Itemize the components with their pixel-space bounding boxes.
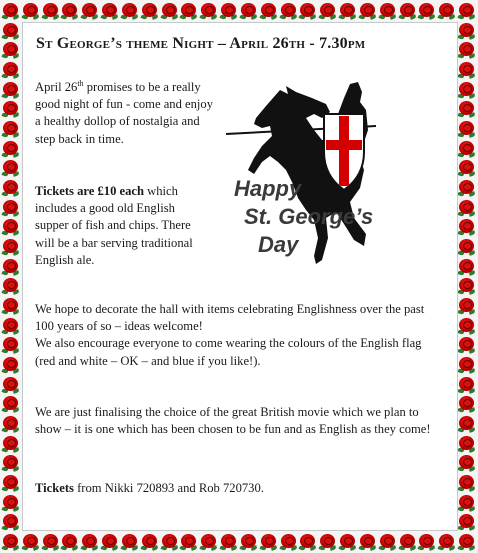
intro-date-suffix: th — [77, 78, 84, 88]
rose-icon — [2, 159, 20, 177]
rose-icon — [220, 533, 238, 551]
decorate-line-2: We also encourage everyone to come wearing the colours of the English flag (red and white – OK – and blue if you like!). — [35, 336, 422, 368]
rose-icon — [2, 238, 20, 256]
rose-icon — [339, 533, 357, 551]
rose-icon — [260, 533, 278, 551]
rose-icon — [2, 336, 20, 354]
decorate-line-1: We hope to decorate the hall with items celebrating Englishness over the past 100 years of so – ideas welcome! — [35, 302, 425, 334]
rose-icon — [2, 454, 20, 472]
rose-icon — [458, 199, 476, 217]
rose-icon — [260, 2, 278, 20]
rose-icon — [61, 533, 79, 551]
rose-icon — [458, 258, 476, 276]
rose-icon — [458, 297, 476, 315]
rose-icon — [458, 454, 476, 472]
rose-icon — [458, 336, 476, 354]
rose-icon — [121, 2, 139, 20]
rose-icon — [438, 2, 456, 20]
rose-icon — [200, 2, 218, 20]
rose-icon — [2, 2, 20, 20]
greeting-line-2: St. George’s — [244, 204, 374, 229]
rose-icon — [458, 494, 476, 512]
rose-icon — [458, 100, 476, 118]
rose-icon — [2, 513, 20, 531]
rose-icon — [458, 435, 476, 453]
rose-icon — [61, 2, 79, 20]
rose-icon — [2, 81, 20, 99]
rose-icon — [2, 317, 20, 335]
rose-icon — [101, 533, 119, 551]
rose-icon — [399, 2, 417, 20]
rose-icon — [438, 533, 456, 551]
rose-icon — [299, 533, 317, 551]
tickets-price-bold: Tickets are £10 each — [35, 184, 145, 198]
rose-icon — [42, 2, 60, 20]
rose-icon — [42, 533, 60, 551]
rose-icon — [458, 415, 476, 433]
intro-date: April 26 — [35, 80, 78, 94]
rose-icon — [458, 395, 476, 413]
rose-icon — [2, 297, 20, 315]
rose-icon — [161, 533, 179, 551]
rose-icon — [458, 317, 476, 335]
rose-icon — [2, 277, 20, 295]
rose-icon — [418, 2, 436, 20]
rose-icon — [180, 533, 198, 551]
rose-icon — [379, 2, 397, 20]
rose-icon — [161, 2, 179, 20]
rose-icon — [2, 356, 20, 374]
rose-icon — [2, 22, 20, 40]
rose-icon — [458, 179, 476, 197]
rose-icon — [2, 376, 20, 394]
tickets-contact-bold: Tickets — [35, 481, 74, 495]
rose-icon — [458, 140, 476, 158]
decorate-paragraph — [35, 301, 440, 370]
rose-icon — [2, 140, 20, 158]
rose-icon — [2, 218, 20, 236]
rose-icon — [2, 120, 20, 138]
rose-icon — [458, 277, 476, 295]
tickets-contact-text: from Nikki 720893 and Rob 720730. — [73, 481, 264, 495]
tickets-price-text: which includes a good old English supper of fish and chips. There will be a bar serving traditional English ale. — [35, 184, 193, 267]
rose-icon — [319, 2, 337, 20]
rose-icon — [458, 81, 476, 99]
rose-icon — [121, 533, 139, 551]
rose-icon — [81, 2, 99, 20]
rose-icon — [359, 533, 377, 551]
greeting-line-3: Day — [258, 232, 299, 257]
rose-icon — [458, 356, 476, 374]
rose-icon — [458, 474, 476, 492]
rose-icon — [81, 533, 99, 551]
rose-icon — [399, 533, 417, 551]
rose-icon — [22, 2, 40, 20]
rose-icon — [2, 494, 20, 512]
rose-icon — [299, 2, 317, 20]
rose-icon — [2, 415, 20, 433]
rose-icon — [339, 2, 357, 20]
rose-icon — [240, 533, 258, 551]
rose-icon — [180, 2, 198, 20]
rose-icon — [458, 159, 476, 177]
rose-icon — [458, 120, 476, 138]
tickets-contact-paragraph — [35, 480, 440, 497]
rose-icon — [2, 435, 20, 453]
rose-icon — [359, 2, 377, 20]
rose-icon — [418, 533, 436, 551]
knight-on-horse-icon — [226, 78, 376, 268]
rose-icon — [379, 533, 397, 551]
rose-icon — [101, 2, 119, 20]
rose-icon — [240, 2, 258, 20]
rose-icon — [458, 22, 476, 40]
greeting-line-1: Happy — [234, 176, 302, 201]
rose-icon — [2, 474, 20, 492]
rose-icon — [280, 533, 298, 551]
rose-icon — [2, 61, 20, 79]
rose-icon — [458, 513, 476, 531]
rose-icon — [2, 533, 20, 551]
rose-icon — [458, 61, 476, 79]
rose-icon — [2, 100, 20, 118]
rose-icon — [2, 199, 20, 217]
rose-icon — [458, 218, 476, 236]
rose-icon — [22, 533, 40, 551]
rose-icon — [2, 179, 20, 197]
rose-icon — [2, 395, 20, 413]
rose-icon — [458, 2, 476, 20]
rose-icon — [141, 533, 159, 551]
rose-icon — [458, 238, 476, 256]
page-title: St George’s theme Night – April 26th - 7.30pm — [36, 35, 366, 52]
rose-icon — [458, 41, 476, 59]
rose-icon — [319, 533, 337, 551]
rose-icon — [2, 258, 20, 276]
rose-icon — [2, 41, 20, 59]
movie-paragraph: We are just finalising the choice of the great British movie which we plan to show – it is one which has been chosen to be fun and as English as they come! — [35, 405, 431, 437]
rose-icon — [141, 2, 159, 20]
rose-icon — [280, 2, 298, 20]
rose-icon — [458, 376, 476, 394]
rose-icon — [220, 2, 238, 20]
rose-icon — [200, 533, 218, 551]
tickets-price-paragraph — [35, 183, 210, 269]
intro-paragraph — [35, 79, 220, 148]
rose-icon — [458, 533, 476, 551]
intro-text: promises to be a really good night of fun - come and enjoy a healthy dollop of nostalgia and step back in time. — [35, 80, 214, 146]
